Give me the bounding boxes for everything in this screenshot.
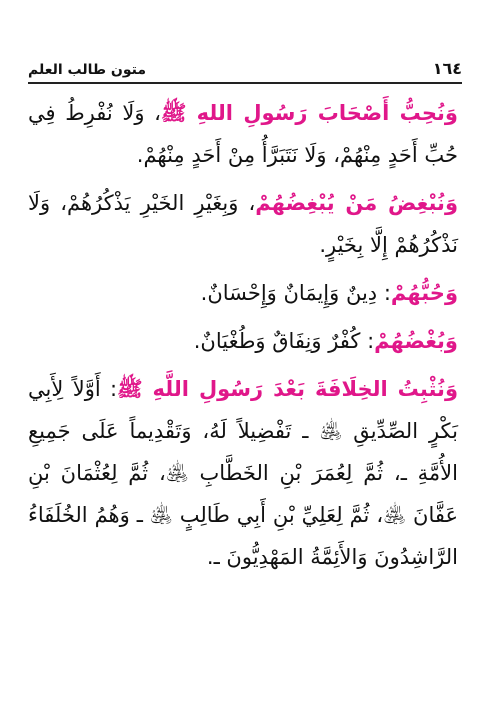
paragraph-highlight: وَنُثْبِتُ الخِلَافَةَ بَعْدَ رَسُولِ اللَّهِ ﷺ xyxy=(117,377,458,401)
paragraph-caliphate xyxy=(28,368,458,578)
paragraph-text: : دِينٌ وَإِيمَانٌ وَإِحْسَانٌ. xyxy=(200,281,391,305)
paragraph-text: : كُفْرٌ وَنِفَاقٌ وَطُغْيَانٌ. xyxy=(193,329,375,353)
page-header xyxy=(28,56,462,78)
page-number: ١٦٤ xyxy=(432,59,462,78)
paragraph-love xyxy=(28,272,458,314)
body-text xyxy=(28,92,458,584)
header-divider xyxy=(28,82,462,84)
paragraph-text: ، وَلَا نُفْرِطُ فِي حُبِّ أَحَدٍ مِنْهُمْ، وَلَا نَتَبَرَّأُ مِنْ أَحَدٍ مِنْهُمْ. xyxy=(28,101,458,167)
paragraph-companions xyxy=(28,92,458,176)
paragraph-highlight: وَبُغْضُهُمْ xyxy=(374,329,458,353)
paragraph-highlight: وَنُحِبُّ أَصْحَابَ رَسُولِ اللهِ ﷺ xyxy=(160,101,458,125)
paragraph-highlight: وَحُبُّهُمْ xyxy=(390,281,458,305)
paragraph-highlight: وَنُبْغِضُ مَنْ يُبْغِضُهُمْ xyxy=(255,191,458,215)
running-title: متون طالب العلم xyxy=(28,62,147,78)
paragraph-text: : أَوَّلاً لِأَبِي بَكْرٍ الصِّدِّيقِ ﵁ ـ تَفْضِيلاً لَهُ، وَتَقْدِيماً عَلَى جَمِيعِ الأُمَّةِ ـ، ثُمَّ لِعُمَرَ بْنِ الخَطَّابِ ﵁، ثُمَّ لِعُثْمَانَ بْنِ عَفَّانَ ﵁، ثُمَّ لِعَلِيِّ بْنِ أَبِي طَالِبٍ ﵁ ـ وَهُمُ الخُلَفَاءُ الرَّاشِدُونَ وَالأَئِمَّةُ المَهْدِيُّونَ ـ. xyxy=(28,377,458,569)
paragraph-hate xyxy=(28,320,458,362)
paragraph-text: ، وَبِغَيْرِ الخَيْرِ يَذْكُرُهُمْ، وَلَا نَذْكُرُهُمْ إِلَّا بِخَيْرٍ. xyxy=(28,191,458,257)
paragraph-hatred xyxy=(28,182,458,266)
